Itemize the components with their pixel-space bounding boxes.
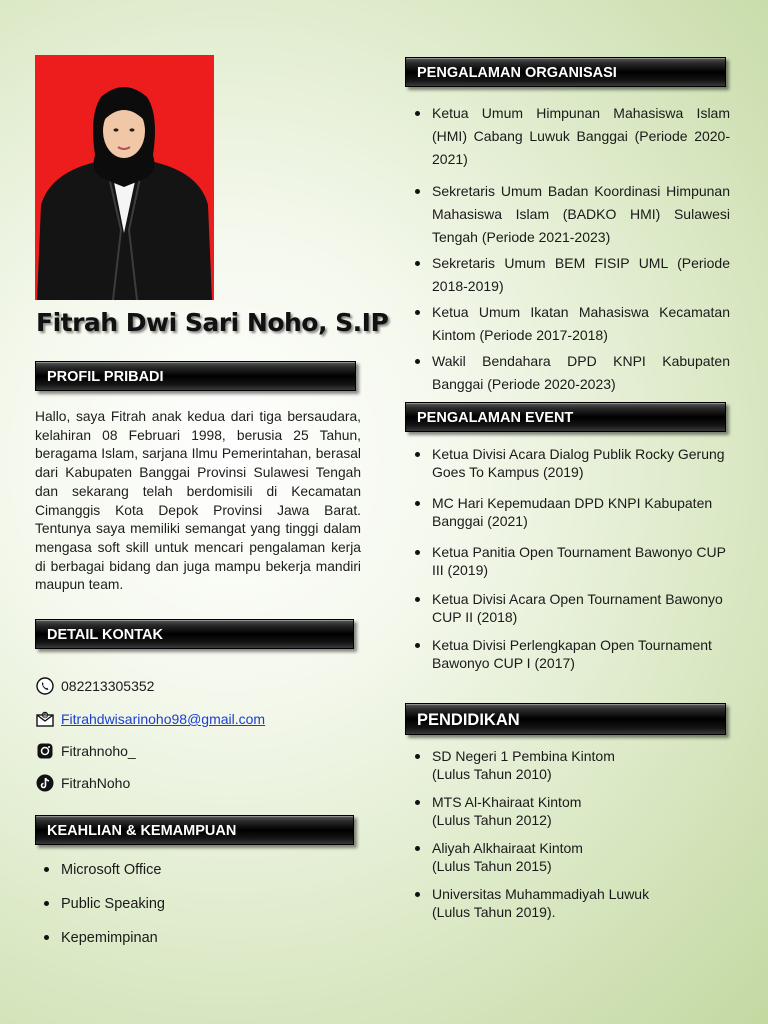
section-header-education: PENDIDIKAN xyxy=(405,703,726,735)
list-item: Ketua Divisi Acara Open Tournament Bawonyo CUP II (2018) xyxy=(432,591,730,626)
school-name: Universitas Muhammadiyah Luwuk xyxy=(432,886,650,902)
education-list xyxy=(432,748,730,921)
section-header-organization: PENGALAMAN ORGANISASI xyxy=(405,57,726,87)
list-item: Ketua Panitia Open Tournament Bawonyo CUP III (2019) xyxy=(432,544,730,579)
list-item: Microsoft Office xyxy=(61,861,351,879)
list-item xyxy=(432,886,730,921)
svg-text:@: @ xyxy=(42,713,48,719)
list-item: Sekretaris Umum Badan Koordinasi Himpunan Mahasiswa Islam (BADKO HMI) Sulawesi Tengah (Periode 2021-2023) xyxy=(432,180,730,249)
section-header-skills: KEAHLIAN & KEMAMPUAN xyxy=(35,815,354,845)
list-item: Public Speaking xyxy=(61,895,351,913)
instagram-icon xyxy=(36,742,54,760)
graduation-year: (Lulus Tahun 2012) xyxy=(432,811,552,828)
list-item: Ketua Divisi Perlengkapan Open Tournament Bawonyo CUP I (2017) xyxy=(432,637,730,672)
phone-icon xyxy=(36,677,54,695)
tiktok-handle: FitrahNoho xyxy=(61,775,131,791)
email-icon xyxy=(36,710,54,728)
profile-photo xyxy=(35,55,214,300)
list-item: Ketua Umum Ikatan Mahasiswa Kecamatan Kintom (Periode 2017-2018) xyxy=(432,301,730,347)
list-item: Wakil Bendahara DPD KNPI Kabupaten Banggai (Periode 2020-2023) xyxy=(432,350,730,396)
section-header-profile: PROFIL PRIBADI xyxy=(35,361,356,391)
list-item xyxy=(432,840,730,875)
school-name: MTS Al-Khairaat Kintom xyxy=(432,794,582,810)
contact-email[interactable] xyxy=(36,710,265,728)
section-header-contact: DETAIL KONTAK xyxy=(35,619,354,649)
list-item xyxy=(432,794,730,829)
list-item: Kepemimpinan xyxy=(61,929,351,947)
organization-list xyxy=(432,102,730,396)
school-name: SD Negeri 1 Pembina Kintom xyxy=(432,748,615,764)
contact-phone xyxy=(36,677,154,695)
person-name: Fitrah Dwi Sari Noho, S.IP xyxy=(36,308,389,337)
email-link[interactable]: Fitrahdwisarinoho98@gmail.com xyxy=(61,711,266,727)
instagram-handle: Fitrahnoho_ xyxy=(61,743,136,759)
list-item: Sekretaris Umum BEM FISIP UML (Periode 2018-2019) xyxy=(432,252,730,298)
graduation-year: (Lulus Tahun 2019). xyxy=(432,903,556,920)
list-item xyxy=(432,748,730,783)
graduation-year: (Lulus Tahun 2010) xyxy=(432,765,552,782)
tiktok-icon xyxy=(36,774,54,792)
contact-tiktok xyxy=(36,774,130,792)
list-item: Ketua Divisi Acara Dialog Publik Rocky Gerung Goes To Kampus (2019) xyxy=(432,446,730,481)
event-list xyxy=(432,446,730,672)
graduation-year: (Lulus Tahun 2015) xyxy=(432,857,552,874)
contact-instagram xyxy=(36,742,136,760)
section-header-event: PENGALAMAN EVENT xyxy=(405,402,726,432)
list-item: MC Hari Kepemudaan DPD KNPI Kabupaten Banggai (2021) xyxy=(432,495,730,530)
phone-number: 082213305352 xyxy=(61,678,155,694)
skills-list xyxy=(61,861,351,947)
school-name: Aliyah Alkhairaat Kintom xyxy=(432,840,583,856)
list-item: Ketua Umum Himpunan Mahasiswa Islam (HMI) Cabang Luwuk Banggai (Periode 2020-2021) xyxy=(432,102,730,171)
profile-text: Hallo, saya Fitrah anak kedua dari tiga bersaudara, kelahiran 08 Februari 1998, berusia 25 Tahun, beragama Islam, sarjana Ilmu Pemerintahan, berasal dari Kabupaten Banggai Provinsi Sulawesi Tengah dan sekarang telah berdomisili di Kecamatan Cimanggis Kota Depok Provinsi Jawa Barat. Tentunya saya memiliki semangat yang tinggi dalam mengasa soft skill untuk mencari pengalaman kerja di berbagai bidang dan juga mampu bekerja mandiri maupun team. xyxy=(35,409,361,593)
